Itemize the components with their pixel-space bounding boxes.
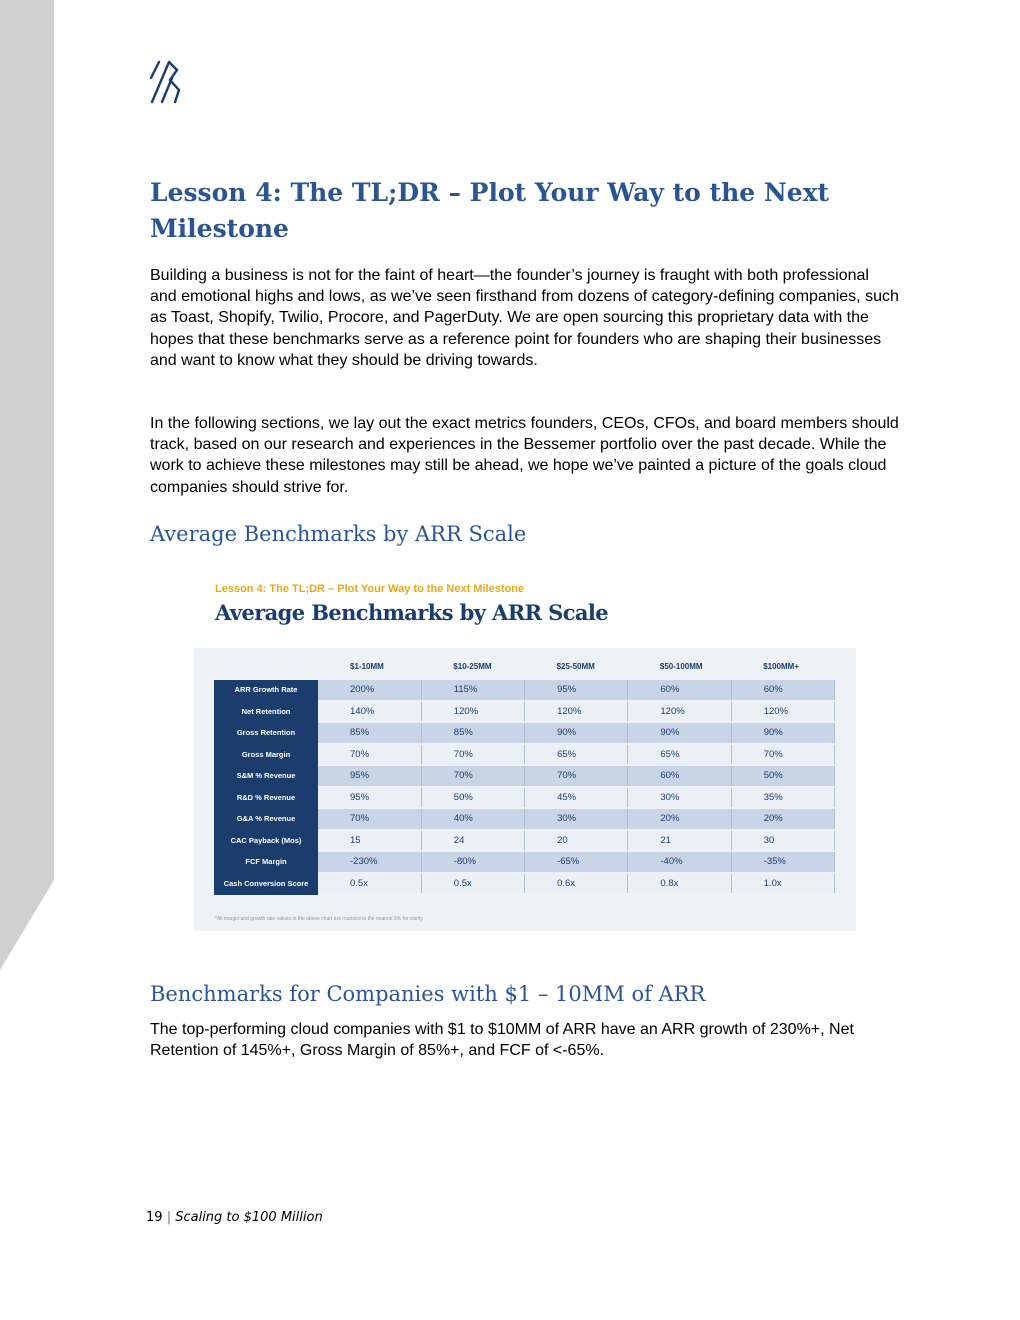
table-cell: 120%	[628, 701, 731, 723]
table-body	[214, 680, 835, 894]
table-corner	[214, 653, 318, 680]
footer-separator: |	[166, 1210, 172, 1225]
table-cell: 120%	[525, 701, 628, 723]
document-title: Scaling to $100 Million	[175, 1210, 323, 1225]
table-cell: 95%	[318, 787, 421, 809]
table-cell: 0.5x	[318, 873, 421, 895]
table-cell: -40%	[628, 851, 731, 873]
bessemer-logo-icon	[148, 58, 182, 104]
table-cell: 0.5x	[421, 873, 524, 895]
row-label: R&D % Revenue	[214, 787, 318, 809]
table-cell: 0.6x	[525, 873, 628, 895]
table-cell: 35%	[731, 787, 834, 809]
table-cell: 30	[731, 830, 834, 852]
table-cell: 30%	[525, 808, 628, 830]
table-cell: 90%	[731, 722, 834, 744]
table-cell: 20%	[628, 808, 731, 830]
table-cell: 20	[525, 830, 628, 852]
table-cell: 50%	[731, 765, 834, 787]
column-header: $10-25MM	[453, 662, 492, 671]
row-label: FCF Margin	[214, 851, 318, 873]
table-row	[214, 765, 835, 787]
column-header: $100MM+	[763, 662, 799, 671]
section-1-10mm-paragraph: The top-performing cloud companies with $1 to $10MM of ARR have an ARR growth of 230%+, Net Retention of 145%+, Gross Margin of 85%+, and FCF of <-65%.	[150, 1021, 854, 1060]
row-label: S&M % Revenue	[214, 765, 318, 787]
table-cell: 70%	[421, 765, 524, 787]
table-cell: -80%	[421, 851, 524, 873]
table-cell: 90%	[628, 722, 731, 744]
table-row	[214, 744, 835, 766]
table-cell: 85%	[421, 722, 524, 744]
table-cell: 120%	[421, 701, 524, 723]
table-cell: 15	[318, 830, 421, 852]
figure-footnote: *All margin and growth rate values in the above chart are rounded to the nearest 5% for clarity	[215, 916, 423, 922]
section-title-1-10mm: Benchmarks for Companies with $1 – 10MM of ARR	[150, 982, 706, 1006]
table-cell: 115%	[421, 680, 524, 701]
row-label: Gross Margin	[214, 744, 318, 766]
table-panel	[194, 648, 856, 931]
table-cell: 30%	[628, 787, 731, 809]
column-header: $50-100MM	[659, 662, 703, 671]
table-cell: 1.0x	[731, 873, 834, 895]
table-row	[214, 787, 835, 809]
table-cell: 70%	[318, 744, 421, 766]
table-cell: 90%	[525, 722, 628, 744]
row-label: CAC Payback (Mos)	[214, 830, 318, 852]
table-row	[214, 722, 835, 744]
row-label: Net Retention	[214, 701, 318, 723]
table-cell: -230%	[318, 851, 421, 873]
table-cell: 65%	[525, 744, 628, 766]
section-title-average-benchmarks: Average Benchmarks by ARR Scale	[150, 522, 527, 546]
benchmarks-table	[214, 653, 835, 895]
table-cell: 140%	[318, 701, 421, 723]
table-row	[214, 808, 835, 830]
table-cell: 60%	[628, 765, 731, 787]
table-cell: 21	[628, 830, 731, 852]
table-cell: 65%	[628, 744, 731, 766]
table-row	[214, 851, 835, 873]
table-cell: 70%	[318, 808, 421, 830]
table-header-row	[214, 653, 835, 680]
table-cell: 70%	[525, 765, 628, 787]
table-cell: 50%	[421, 787, 524, 809]
figure-title: Average Benchmarks by ARR Scale	[215, 600, 609, 625]
column-header: $25-50MM	[556, 662, 595, 671]
table-cell: 0.8x	[628, 873, 731, 895]
table-row	[214, 680, 835, 701]
table-cell: 70%	[731, 744, 834, 766]
table-row	[214, 830, 835, 852]
table-cell: 95%	[525, 680, 628, 701]
benchmarks-figure	[194, 580, 856, 932]
table-cell: 40%	[421, 808, 524, 830]
column-header: $1-10MM	[350, 662, 384, 671]
page-number: 19	[146, 1210, 163, 1225]
table-cell: 45%	[525, 787, 628, 809]
table-cell: 85%	[318, 722, 421, 744]
table-cell: 95%	[318, 765, 421, 787]
figure-kicker: Lesson 4: The TL;DR – Plot Your Way to the Next Milestone	[215, 583, 525, 595]
page-heading: Lesson 4: The TL;DR – Plot Your Way to the Next Milestone	[150, 178, 830, 243]
table-cell: 24	[421, 830, 524, 852]
table-row	[214, 701, 835, 723]
decorative-side-band	[0, 0, 54, 970]
table-cell: 60%	[628, 680, 731, 701]
table-cell: 70%	[421, 744, 524, 766]
table-cell: -65%	[525, 851, 628, 873]
row-label: ARR Growth Rate	[214, 680, 318, 701]
table-row	[214, 873, 835, 895]
page-footer	[146, 1210, 323, 1225]
row-label: Cash Conversion Score	[214, 873, 318, 895]
table-cell: 120%	[731, 701, 834, 723]
table-cell: 200%	[318, 680, 421, 701]
row-label: Gross Retention	[214, 722, 318, 744]
row-label: G&A % Revenue	[214, 808, 318, 830]
table-cell: 20%	[731, 808, 834, 830]
intro-paragraph: Building a business is not for the faint of heart—the founder’s journey is fraught with both professional and emotional highs and lows, as we’ve seen firsthand from dozens of category-defining companies, such as Toast, Shopify, Twilio, Procore, and PagerDuty. We are open sourcing this proprietary data with the hopes that these benchmarks serve as a reference point for founders who are shaping their businesses and want to know what they should be driving towards.	[150, 267, 899, 369]
table-cell: -35%	[731, 851, 834, 873]
table-cell: 60%	[731, 680, 834, 701]
sections-paragraph: In the following sections, we lay out the exact metrics founders, CEOs, CFOs, and board members should track, based on our research and experiences in the Bessemer portfolio over the past decade. While the work to achieve these milestones may still be ahead, we hope we’ve painted a picture of the goals cloud companies should strive for.	[150, 415, 899, 496]
